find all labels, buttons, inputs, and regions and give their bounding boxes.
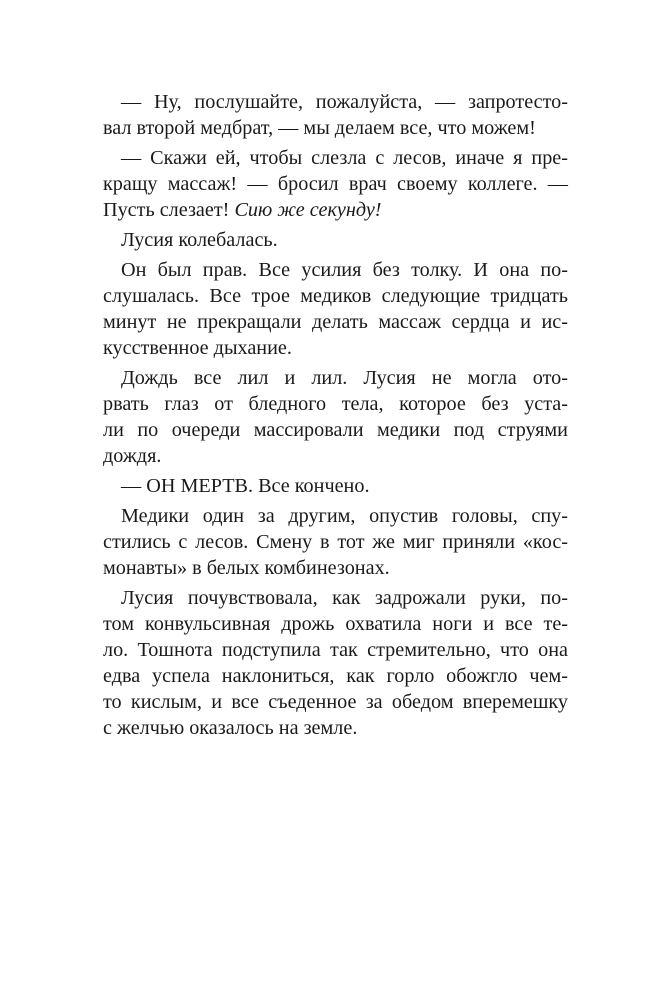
text-line: Медики один за другим, опустив головы, спу- bbox=[121, 505, 568, 527]
text-line: кращу массаж! — бросил врач своему коллеге. — bbox=[103, 173, 568, 195]
text-line: — Скажи ей, чтобы слезла с лесов, иначе я пре- bbox=[121, 147, 568, 169]
text-line: — ОН МЕРТВ. Все кончено. bbox=[121, 475, 370, 497]
text-line: то кислым, и все съеденное за обедом вперемешку bbox=[103, 691, 568, 713]
paragraph bbox=[103, 89, 568, 141]
text-line: едва успела наклониться, как горло обожгло чем- bbox=[103, 665, 568, 687]
text-line: слушалась. Все трое медиков следующие тридцать bbox=[103, 285, 568, 307]
text-line: рвать глаз от бледного тела, которое без уста- bbox=[103, 393, 568, 415]
paragraph bbox=[103, 257, 568, 361]
paragraph bbox=[103, 227, 568, 253]
paragraph bbox=[103, 585, 568, 741]
text-line: — Ну, послушайте, пожалуйста, — запротесто- bbox=[121, 91, 568, 113]
text-line: дождя. bbox=[103, 445, 162, 467]
paragraph bbox=[103, 365, 568, 469]
text-line: монавты» в белых комбинезонах. bbox=[103, 557, 390, 579]
text-line: ли по очереди массировали медики под струями bbox=[103, 419, 568, 441]
paragraph bbox=[103, 473, 568, 499]
text-line: Лусия колебалась. bbox=[121, 229, 278, 251]
emphasized-text: Сию же секунду! bbox=[234, 199, 382, 221]
text-line: том конвульсивная дрожь охватила ноги и все те- bbox=[103, 613, 568, 635]
text-line: кусственное дыхание. bbox=[103, 337, 292, 359]
book-page-text bbox=[103, 89, 568, 741]
text-line: минут не прекращали делать массаж сердца и ис- bbox=[103, 311, 568, 333]
text-line: с желчью оказалось на земле. bbox=[103, 717, 358, 739]
text-line: Лусия почувствовала, как задрожали руки, по- bbox=[121, 587, 568, 609]
paragraph bbox=[103, 145, 568, 223]
text-line: вал второй медбрат, — мы делаем все, что можем! bbox=[103, 117, 536, 139]
paragraph bbox=[103, 503, 568, 581]
text-line: Пусть слезает! Сию же секунду! bbox=[103, 199, 382, 221]
text-line: ло. Тошнота подступила так стремительно, что она bbox=[103, 639, 568, 661]
text-line: Он был прав. Все усилия без толку. И она по- bbox=[121, 259, 568, 281]
text-line: Дождь все лил и лил. Лусия не могла ото- bbox=[121, 367, 568, 389]
text-line: стились с лесов. Смену в тот же миг приняли «кос- bbox=[103, 531, 568, 553]
